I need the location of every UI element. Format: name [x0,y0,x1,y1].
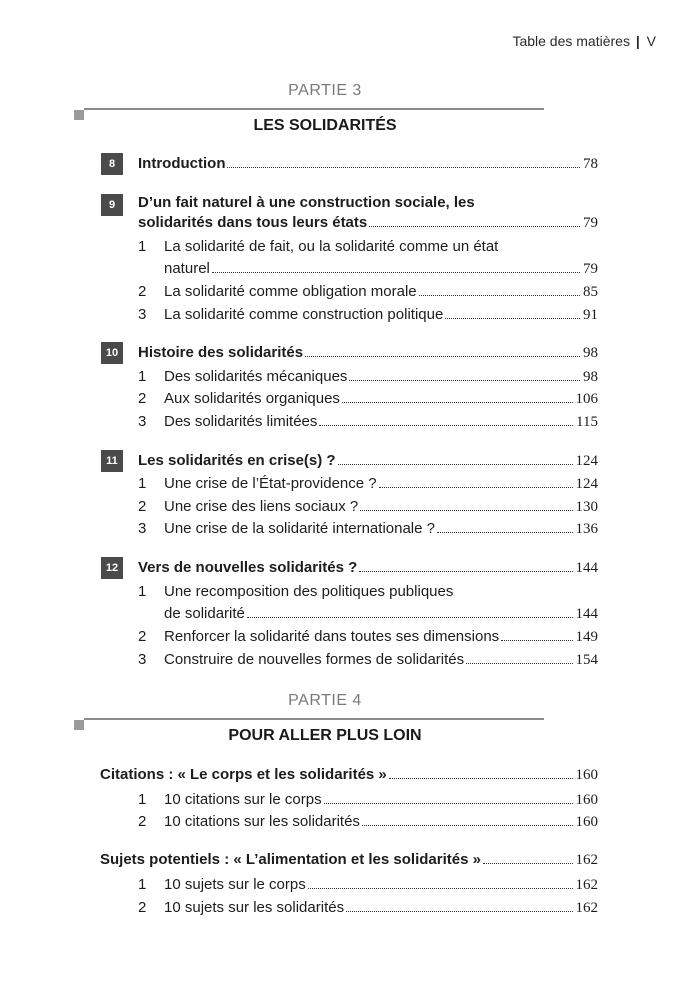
section-title: La solidarité de fait, ou la solidarité comme un état [164,238,499,255]
section-number: 1 [138,368,147,385]
part-3-label: PARTIE 3 [288,82,362,99]
chapter-number-badge: 8 [101,153,123,175]
section-title: 10 citations sur les solidarités [164,813,360,830]
toc-section-entry[interactable] [138,282,598,302]
page-number: 160 [575,792,598,808]
section-number: 3 [138,520,147,537]
dot-leader [342,402,573,403]
dot-leader [389,778,573,779]
section-title: Construire de nouvelles formes de solidarités [164,651,465,668]
page-number: 154 [575,652,598,668]
page-number: 149 [575,629,598,645]
page-number: 124 [575,476,598,492]
section-number: 2 [138,628,147,645]
toc-section-entry[interactable] [164,259,598,279]
page-number: 106 [575,391,598,407]
dot-leader [349,380,580,381]
page-number: 98 [583,369,598,385]
dot-leader [445,318,580,319]
section-number: 3 [138,651,147,668]
toc-section-entry[interactable] [138,627,598,647]
dot-leader [319,425,573,426]
dot-leader [379,487,573,488]
running-header-separator: | [635,33,640,49]
running-header [512,33,656,49]
chapter-number-badge: 12 [101,557,123,579]
dot-leader [227,167,580,168]
dot-leader [247,617,573,618]
page-number: 144 [575,560,598,576]
section-title: 10 citations sur le corps [164,791,322,808]
section-number: 2 [138,899,147,916]
toc-chapter-entry[interactable] [138,558,598,578]
section-title: Des solidarités limitées [164,413,318,430]
dot-leader [501,640,572,641]
toc-section-entry[interactable] [138,389,598,409]
section-number: 1 [138,876,147,893]
page-number: 162 [575,877,598,893]
dot-leader [308,888,573,889]
extra-title: Citations : « Le corps et les solidarités » [100,766,387,783]
section-number: 2 [138,498,147,515]
toc-section-line1[interactable] [138,237,498,257]
page-number: 160 [575,767,598,783]
toc-section-line1[interactable] [138,582,453,602]
part-4-rule-marker [74,720,84,730]
chapter-number-badge: 11 [101,450,123,472]
part-3-title: LES SOLIDARITÉS [253,117,397,134]
dot-leader [369,226,580,227]
page-number: 79 [583,215,598,231]
page-number: 160 [575,814,598,830]
section-number: 2 [138,390,147,407]
section-title: 10 sujets sur les solidarités [164,899,345,916]
section-title: Une crise de la solidarité internationale ? [164,520,435,537]
dot-leader [419,295,580,296]
section-number: 1 [138,583,147,600]
chapter-number-badge: 9 [101,194,123,216]
page-number: 91 [583,307,598,323]
running-header-title: Table des matières [512,33,630,49]
section-number: 1 [138,475,147,492]
section-title: La solidarité comme obligation morale [164,283,417,300]
dot-leader [437,532,573,533]
part-4-rule [84,718,544,720]
dot-leader [362,825,573,826]
chapter-title-line2: solidarités dans tous leurs états [138,214,368,231]
chapter-title: Histoire des solidarités [138,344,304,361]
page-number: 85 [583,284,598,300]
section-title: La solidarité comme construction politique [164,306,444,323]
section-title: Une recomposition des politiques publiques [164,583,454,600]
dot-leader [338,464,573,465]
section-number: 1 [138,791,147,808]
toc-extra-entry[interactable] [100,850,598,870]
extra-title: Sujets potentiels : « L’alimentation et les solidarités » [100,851,481,868]
toc-section-entry[interactable] [164,604,598,624]
section-title: Renforcer la solidarité dans toutes ses dimensions [164,628,500,645]
dot-leader [346,911,572,912]
part-4-title: POUR ALLER PLUS LOIN [228,727,422,744]
dot-leader [324,803,573,804]
toc-chapter-entry[interactable] [138,343,598,363]
toc-section-entry[interactable] [138,790,598,810]
section-number: 3 [138,306,147,323]
running-header-page: V [646,33,656,49]
toc-extra-entry[interactable] [100,765,598,785]
toc-section-entry[interactable] [138,305,598,325]
dot-leader [483,863,573,864]
section-title-line2: naturel [164,260,210,277]
section-title: Une crise de l’État-providence ? [164,475,377,492]
toc-section-entry[interactable] [138,519,598,539]
page-number: 79 [583,261,598,277]
part-4-label: PARTIE 4 [288,692,362,709]
section-title-line2: de solidarité [164,605,245,622]
chapter-title: Les solidarités en crise(s) ? [138,452,336,469]
page-number: 162 [575,852,598,868]
dot-leader [360,510,572,511]
part-3-rule [84,108,544,110]
toc-chapter-entry[interactable] [138,451,598,471]
toc-section-entry[interactable] [138,650,598,670]
toc-section-entry[interactable] [138,367,598,387]
section-title: Une crise des liens sociaux ? [164,498,359,515]
section-number: 2 [138,813,147,830]
page-number: 78 [583,156,598,172]
chapter-title: Introduction [138,155,226,172]
chapter-number-badge: 10 [101,342,123,364]
toc-chapter-entry[interactable] [138,213,598,233]
toc-section-entry[interactable] [138,412,598,432]
section-number: 3 [138,413,147,430]
toc-chapter-entry[interactable] [138,154,598,174]
dot-leader [359,571,572,572]
page-number: 115 [576,414,598,430]
section-number: 1 [138,238,147,255]
page-number: 130 [575,499,598,515]
dot-leader [305,356,580,357]
section-title: 10 sujets sur le corps [164,876,306,893]
toc-section-entry[interactable] [138,898,598,918]
dot-leader [212,272,580,273]
toc-section-entry[interactable] [138,497,598,517]
toc-section-entry[interactable] [138,474,598,494]
page-number: 124 [575,453,598,469]
page-number: 98 [583,345,598,361]
section-title: Des solidarités mécaniques [164,368,348,385]
chapter-title-line1[interactable]: D’un fait naturel à une construction sociale, les [138,194,475,211]
page-number: 136 [575,521,598,537]
chapter-title: Vers de nouvelles solidarités ? [138,559,358,576]
page-number: 162 [575,900,598,916]
toc-section-entry[interactable] [138,875,598,895]
part-3-rule-marker [74,110,84,120]
section-number: 2 [138,283,147,300]
toc-section-entry[interactable] [138,812,598,832]
dot-leader [466,663,572,664]
page-number: 144 [575,606,598,622]
section-title: Aux solidarités organiques [164,390,340,407]
